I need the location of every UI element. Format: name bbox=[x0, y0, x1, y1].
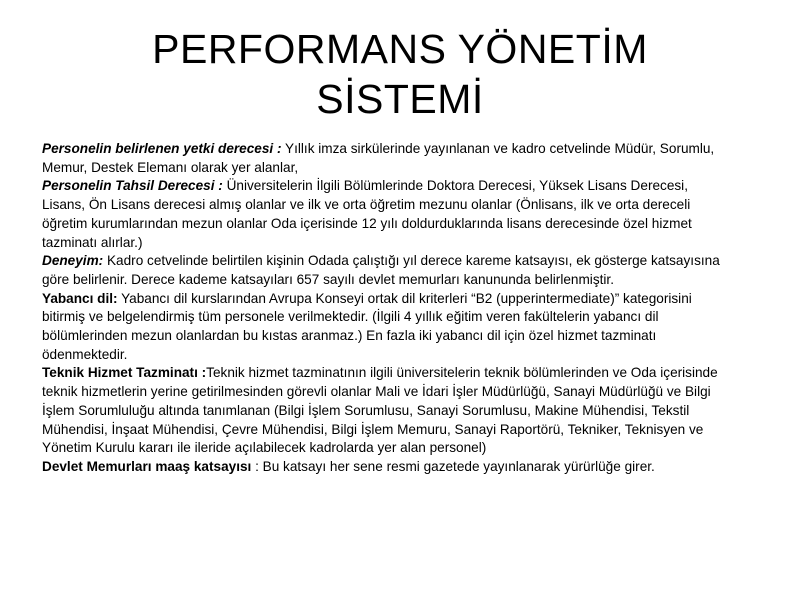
label-yetki-derecesi: Personelin belirlenen yetki derecesi : bbox=[42, 141, 282, 156]
slide-title-line-2: SİSTEMİ bbox=[316, 76, 484, 122]
slide-title bbox=[0, 24, 800, 124]
paragraph-teknik-hizmet bbox=[42, 364, 732, 458]
paragraph-yabanci-dil bbox=[42, 290, 732, 365]
paragraph-maas-katsayisi bbox=[42, 458, 732, 477]
paragraph-yetki-derecesi bbox=[42, 140, 732, 177]
label-teknik-hizmet: Teknik Hizmet Tazminatı : bbox=[42, 365, 207, 381]
label-deneyim: Deneyim: bbox=[42, 253, 104, 269]
label-yabanci-dil: Yabancı dil: bbox=[42, 290, 118, 306]
text-teknik-hizmet: Teknik hizmet tazminatının ilgili üniversitelerin teknik bölümlerinden ve Oda içerisinde teknik hizmetlerin yerine getirilmesinden görevli olanlar Mali ve İdari İşler Müdürlüğü, Sanayi Müdürlüğü ve Bilgi İşlem Sorumluluğu altında tanımlanan (Bilgi İşlem Sorumlusu, Sanayi Sorumlusu, Makine Mühendisi, Tekstil Mühendisi, İnşaat Mühendisi, Çevre Mühendisi, Bilgi İşlem Memuru, Sanayi Raportörü, Tekniker, Teknisyen ve Yönetim Kurulu kararı ile ileride açılabilecek kadrolarda yer alan personel) bbox=[42, 365, 718, 456]
text-deneyim: Kadro cetvelinde belirtilen kişinin Odada çalıştığı yıl derece kareme katsayısı, ek gösterge katsayısına göre belirlenir. Derece kademe katsayıları 657 sayılı devlet memurları kanununda belirlenmiştir. bbox=[42, 253, 720, 287]
paragraph-tahsil-derecesi bbox=[42, 177, 732, 252]
text-yetki-derecesi: Yıllık imza sirkülerinde yayınlanan ve kadro cetvelinde Müdür, Sorumlu, Memur, Destek Elemanı olarak yer alanlar, bbox=[42, 141, 715, 175]
label-tahsil-derecesi: Personelin Tahsil Derecesi : bbox=[42, 178, 223, 194]
slide-body bbox=[42, 140, 732, 477]
label-maas-katsayisi: Devlet Memurları maaş katsayısı bbox=[42, 458, 252, 474]
paragraph-deneyim bbox=[42, 252, 732, 289]
text-maas-katsayisi: : Bu katsayı her sene resmi gazetede yayınlanarak yürürlüğe girer. bbox=[251, 458, 655, 474]
text-tahsil-derecesi: Üniversitelerin İlgili Bölümlerinde Doktora Derecesi, Yüksek Lisans Derecesi, Lisans, Ön Lisans derecesi almış olanlar ve ilk ve orta öğretim mezunu olanlar (Önlisans, ilk ve orta dereceli öğretim kurumlarından mezun olanlar Oda içerisinde 12 yılı doldurduklarında lisans derecesinde özel hizmet tazminatı alırlar.) bbox=[42, 178, 692, 250]
text-yabanci-dil: Yabancı dil kurslarından Avrupa Konseyi ortak dil kriterleri “B2 (upperintermediate)” kategorisini bitirmiş ve belgelendirmiş tüm personele verilmektedir. (İlgili 4 yıllık eğitim veren fakültelerin yabancı dil bölümlerinden mezun olanlardan bu kıstas aranmaz.) En fazla iki yabancı dil için özel hizmet tazminatı ödenmektedir. bbox=[42, 290, 692, 362]
slide-title-line-1: PERFORMANS YÖNETİM bbox=[152, 26, 648, 72]
